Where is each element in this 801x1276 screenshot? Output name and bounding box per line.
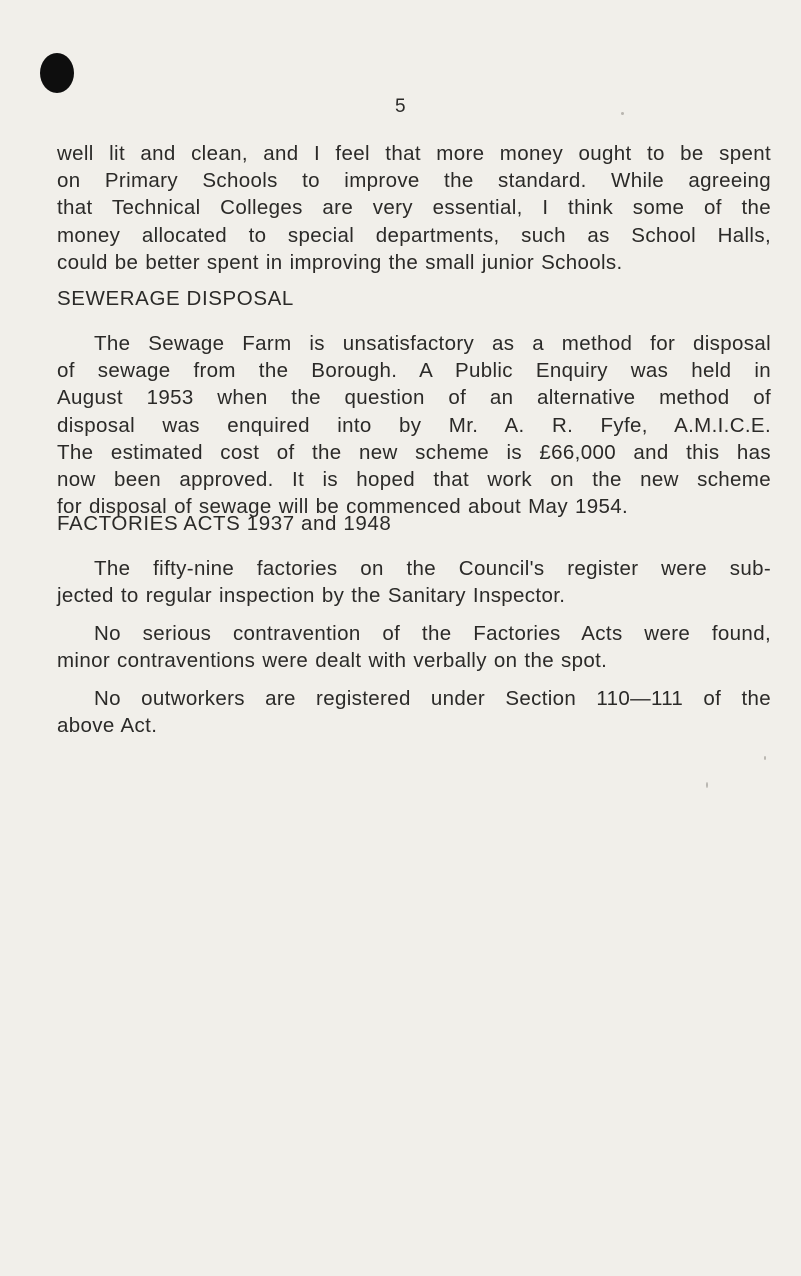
text-line: for disposal of sewage will be commenced about May 1954. (57, 495, 629, 519)
sewerage-paragraph (57, 330, 771, 520)
text-line: The estimated cost of the new scheme is £66,000 and this has (57, 440, 771, 464)
factories-paragraph-1 (57, 555, 771, 609)
text-line: could be better spent in improving the small junior Schools. (57, 250, 623, 274)
text-line: minor contraventions were dealt with verbally on the spot. (57, 649, 608, 673)
factories-paragraph-2 (57, 620, 771, 674)
text-line: now been approved. It is hoped that work on the new scheme (57, 468, 771, 492)
text-line: No outworkers are registered under Section 110—111 of the (94, 687, 771, 710)
text-line: of sewage from the Borough. A Public Enquiry was held in (57, 359, 771, 383)
text-line: August 1953 when the question of an alternative method of (57, 386, 771, 410)
text-line: The fifty-nine factories on the Council's register were sub- (94, 557, 771, 580)
text-line: disposal was enquired into by Mr. A. R. Fyfe, A.M.I.C.E. (57, 413, 771, 437)
factories-heading: FACTORIES ACTS 1937 and 1948 (57, 512, 392, 535)
text-line: on Primary Schools to improve the standard. While agreeing (57, 169, 771, 193)
page-number: 5 (394, 96, 407, 117)
text-line: money allocated to special departments, such as School Halls, (57, 223, 771, 247)
text-line: well lit and clean, and I feel that more money ought to be spent (57, 142, 771, 165)
text-line: No serious contravention of the Factories Acts were found, (94, 622, 771, 645)
intro-paragraph (57, 140, 771, 276)
sewerage-heading: SEWERAGE DISPOSAL (57, 287, 294, 310)
text-line: above Act. (57, 714, 158, 738)
text-line: that Technical Colleges are very essential, I think some of the (57, 196, 771, 220)
factories-paragraph-3 (57, 685, 771, 739)
text-line: The Sewage Farm is unsatisfactory as a method for disposal (94, 332, 771, 355)
text-line: jected to regular inspection by the Sanitary Inspector. (57, 584, 566, 608)
punch-hole (40, 53, 74, 93)
